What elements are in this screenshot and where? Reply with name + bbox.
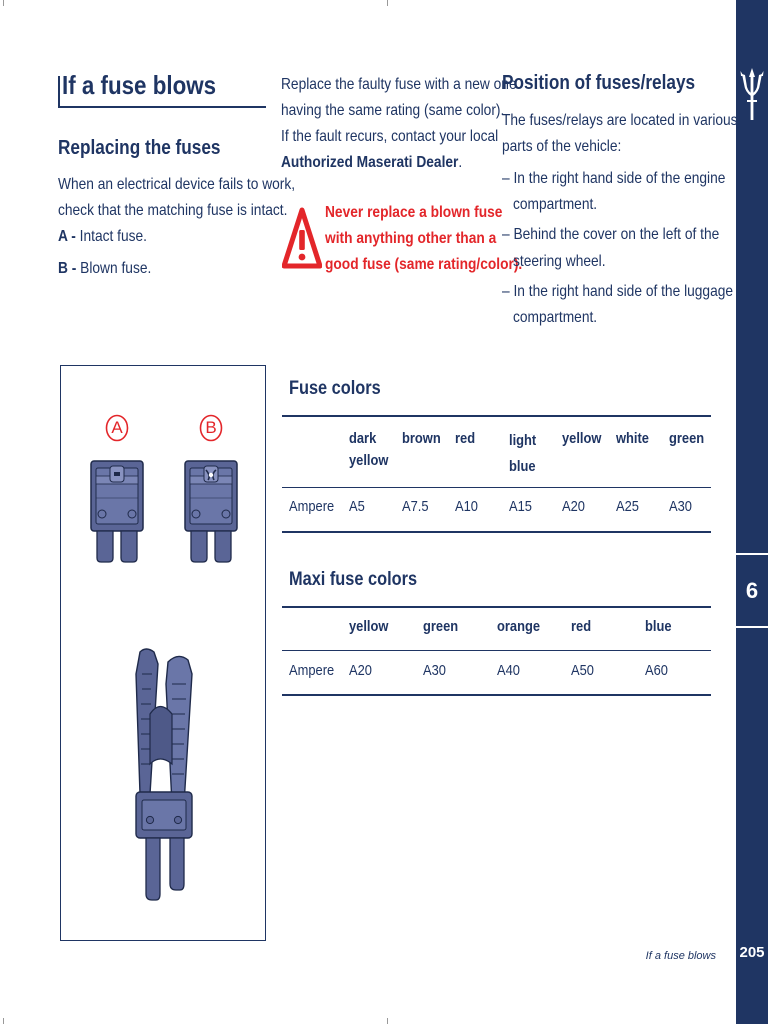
label-a-badge (105, 414, 129, 442)
fuse-color-red: red (455, 430, 476, 447)
label-b-badge (199, 414, 223, 442)
warning-line-1: Never replace a blown fuse (325, 204, 503, 221)
fuse-color-light-blue (509, 428, 536, 480)
position-intro-1: The fuses/relays are located in various (502, 112, 738, 129)
item-b-text: Blown fuse. (80, 260, 152, 277)
crop-mark (387, 1018, 388, 1024)
maserati-trident-icon (738, 62, 766, 124)
fuse-color-light-blue-2: blue (509, 458, 536, 475)
fuse-color-header (349, 428, 388, 472)
fuse-ampere-value: A7.5 (402, 498, 429, 515)
fuse-colors-heading: Fuse colors (289, 378, 381, 399)
maxi-ampere-value: A60 (645, 662, 668, 679)
chapter-tab[interactable] (736, 553, 768, 628)
intact-fuse-illustration (88, 458, 146, 566)
item-a-text: Intact fuse. (79, 228, 147, 245)
maxi-ampere-value: A30 (423, 662, 446, 679)
maxi-ampere-value: A20 (349, 662, 372, 679)
fuse-color-dark-yellow-2: yellow (349, 452, 389, 469)
item-b (58, 256, 151, 282)
fuse-ampere-value: A25 (616, 498, 639, 515)
warning-line-2: with anything other than a (325, 230, 497, 247)
dealer-period: . (458, 154, 463, 171)
crop-mark (387, 0, 388, 6)
title-underline (58, 106, 266, 108)
fuse-color-green: green (669, 430, 705, 447)
maxi-ampere-value: A50 (571, 662, 594, 679)
maxi-color-red: red (571, 618, 592, 635)
label-a-text: A (111, 418, 123, 437)
maxi-color-orange: orange (497, 618, 541, 635)
page-number: 205 (739, 944, 765, 961)
maxi-color-blue: blue (645, 618, 672, 635)
fuse-color-yellow: yellow (562, 430, 602, 447)
position-intro-2: parts of the vehicle: (502, 138, 622, 155)
fuse-ampere-value: A10 (455, 498, 478, 515)
mid-line-4 (281, 150, 462, 176)
mid-line-3: If the fault recurs, contact your local (281, 128, 499, 145)
maxi-color-green: green (423, 618, 459, 635)
fuse-table-mid-rule (282, 487, 711, 488)
fuse-table-bottom-rule (282, 531, 711, 533)
bullet-1-line-2: compartment. (513, 196, 598, 213)
title-bracket-left (58, 76, 60, 106)
crop-mark (3, 0, 4, 6)
fuse-ampere-value: A15 (509, 498, 532, 515)
page-title: If a fuse blows (62, 70, 217, 100)
chapter-sidebar (736, 0, 768, 1024)
footer-section-title: If a fuse blows (645, 950, 716, 962)
warning-triangle-icon (282, 206, 322, 270)
crop-mark (3, 1018, 4, 1024)
fuse-ampere-value: A30 (669, 498, 692, 515)
section-heading-position: Position of fuses/relays (502, 72, 696, 94)
maxi-fuse-colors-heading: Maxi fuse colors (289, 569, 418, 590)
fuse-color-white: white (616, 430, 649, 447)
item-a (58, 224, 147, 250)
maxi-ampere-value: A40 (497, 662, 520, 679)
item-b-letter: B - (58, 260, 77, 277)
intro-line-1: When an electrical device fails to work, (58, 176, 296, 193)
fuse-color-dark-yellow-1: dark (349, 430, 377, 447)
maxi-table-bottom-rule (282, 694, 711, 696)
fuse-ampere-value: A5 (349, 498, 365, 515)
bullet-3-line-2: compartment. (513, 309, 598, 326)
item-a-letter: A - (58, 228, 76, 245)
maxi-color-yellow: yellow (349, 618, 389, 635)
fuse-table-top-rule (282, 415, 711, 417)
fuse-puller-tool-illustration (128, 644, 204, 908)
maxi-table-mid-rule (282, 650, 711, 651)
mid-line-2: having the same rating (same color). (281, 102, 505, 119)
bullet-2-line-2: steering wheel. (513, 253, 606, 270)
fuse-color-brown: brown (402, 430, 441, 447)
bullet-2-line-1: – Behind the cover on the left of the (502, 226, 720, 243)
chapter-number: 6 (745, 578, 759, 603)
dealer-name: Authorized Maserati Dealer (281, 154, 459, 171)
section-heading-replacing: Replacing the fuses (58, 137, 221, 159)
mid-line-1: Replace the faulty fuse with a new one (281, 76, 517, 93)
maxi-ampere-label: Ampere (289, 662, 335, 679)
label-b-text: B (205, 418, 217, 437)
intro-line-2: check that the matching fuse is intact. (58, 202, 288, 219)
blown-fuse-illustration (182, 458, 240, 566)
warning-line-3: good fuse (same rating/color). (325, 256, 523, 273)
bullet-1-line-1: – In the right hand side of the engine (502, 170, 726, 187)
fuse-color-light-blue-1: light (509, 432, 537, 449)
fuse-ampere-label: Ampere (289, 498, 335, 515)
bullet-3-line-1: – In the right hand side of the luggage (502, 283, 734, 300)
maxi-table-top-rule (282, 606, 711, 608)
fuse-ampere-value: A20 (562, 498, 585, 515)
